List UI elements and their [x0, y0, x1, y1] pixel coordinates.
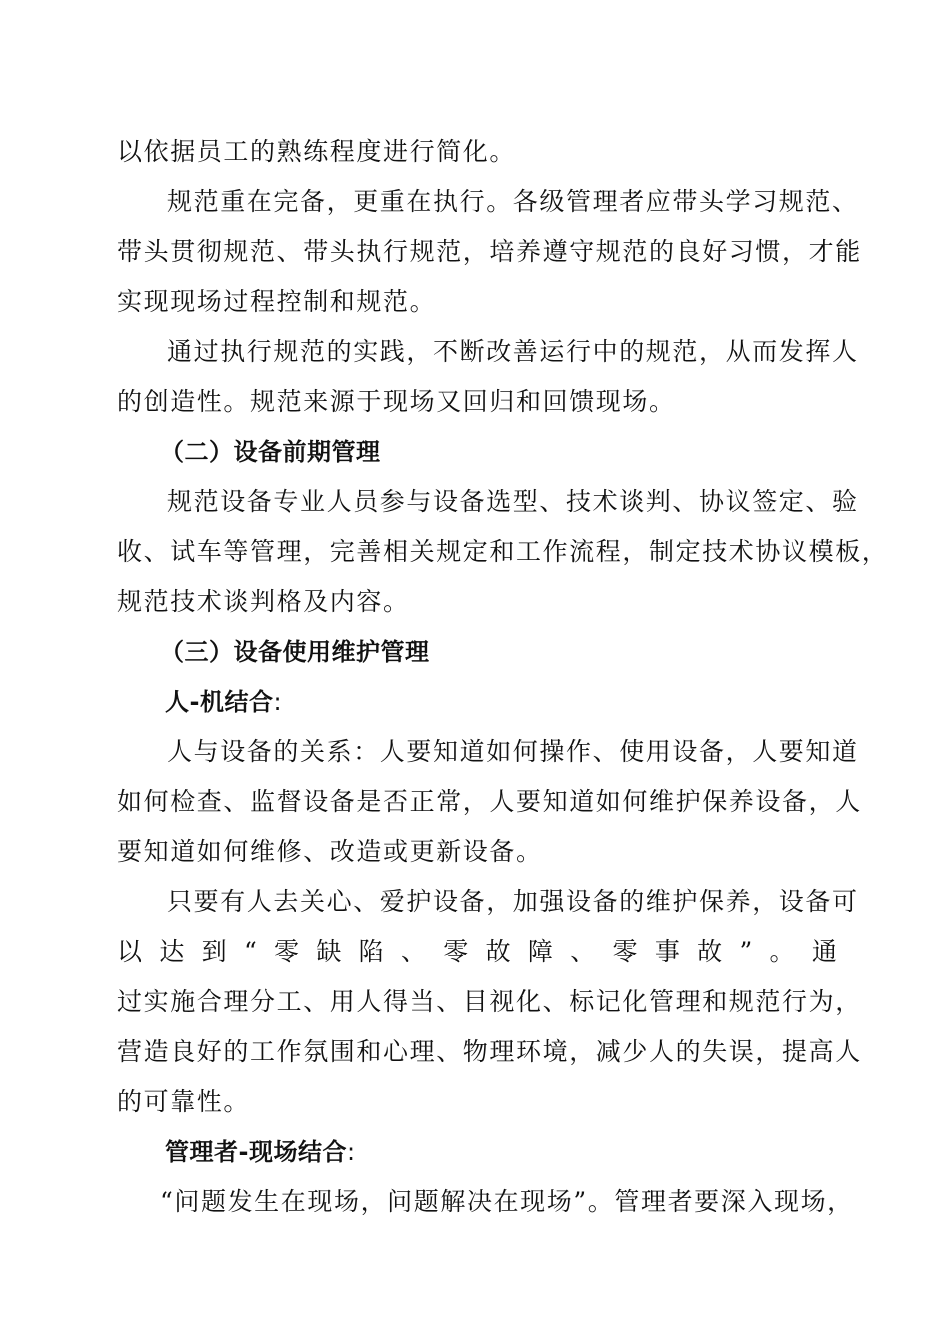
line-char: 达 [159, 937, 185, 966]
line-char: 陷 [358, 937, 384, 966]
paragraph-line: “问题发生在现场，问题解决在现场”。管理者要深入现场， [160, 1187, 854, 1216]
line-char: 零 [274, 937, 300, 966]
line-char: 零 [612, 937, 638, 966]
paragraph-line: 如何检查、监督设备是否正常，人要知道如何维护保养设备，人 [117, 787, 862, 816]
line-char: 故 [697, 937, 723, 966]
line-char: 事 [654, 937, 680, 966]
line-char: ” [739, 937, 753, 966]
paragraph-line: 的创造性。规范来源于现场又回归和回馈现场。 [117, 387, 676, 416]
section-heading: （二）设备前期管理 [160, 438, 381, 466]
line-char: 、 [400, 937, 426, 966]
paragraph-line: 以依据员工的熟练程度进行简化。 [117, 137, 517, 166]
paragraph-line: 的可靠性。 [117, 1087, 251, 1116]
line-char: 以 [117, 937, 143, 966]
paragraph-line: 带头贯彻规范、带头执行规范，培养遵守规范的良好习惯，才能 [117, 237, 862, 266]
line-char: 。 [769, 937, 795, 966]
line-char: 缺 [316, 937, 342, 966]
paragraph-line: 人与设备的关系：人要知道如何操作、使用设备，人要知道 [167, 737, 859, 766]
paragraph-line: 过实施合理分工、用人得当、目视化、标记化管理和规范行为， [117, 987, 862, 1016]
line-char: 到 [201, 937, 227, 966]
line-char: “ [243, 937, 257, 966]
paragraph-line: 收、试车等管理，完善相关规定和工作流程，制定技术协议模板， [117, 537, 889, 566]
line-char: 零 [443, 937, 469, 966]
subsection-heading-text: 管理者-现场结合 [165, 1138, 347, 1166]
subsection-heading-text: 人-机结合 [165, 688, 274, 716]
paragraph-line: 规范技术谈判格及内容。 [117, 587, 410, 616]
paragraph-line: 只要有人去关心、爱护设备，加强设备的维护保养，设备可 [167, 887, 859, 916]
paragraph-line: 要知道如何维修、改造或更新设备。 [117, 837, 543, 866]
paragraph-line: 实现现场过程控制和规范。 [117, 287, 437, 316]
justified-paragraph-line [117, 935, 837, 969]
paragraph-line: 规范重在完备，更重在执行。各级管理者应带头学习规范、 [167, 187, 859, 216]
subsection-heading-colon: : [346, 1138, 356, 1166]
subsection-heading-colon: : [273, 688, 283, 716]
line-char: 障 [527, 937, 553, 966]
section-heading: （三）设备使用维护管理 [160, 638, 430, 666]
paragraph-line: 通过执行规范的实践，不断改善运行中的规范，从而发挥人 [167, 337, 859, 366]
subsection-heading [165, 685, 282, 719]
line-char: 故 [485, 937, 511, 966]
subsection-heading [165, 1135, 356, 1169]
paragraph-line: 规范设备专业人员参与设备选型、技术谈判、协议签定、验 [167, 487, 859, 516]
line-char: 、 [570, 937, 596, 966]
paragraph-line: 营造良好的工作氛围和心理、物理环境，减少人的失误，提高人 [117, 1037, 862, 1066]
line-char: 通 [811, 937, 837, 966]
